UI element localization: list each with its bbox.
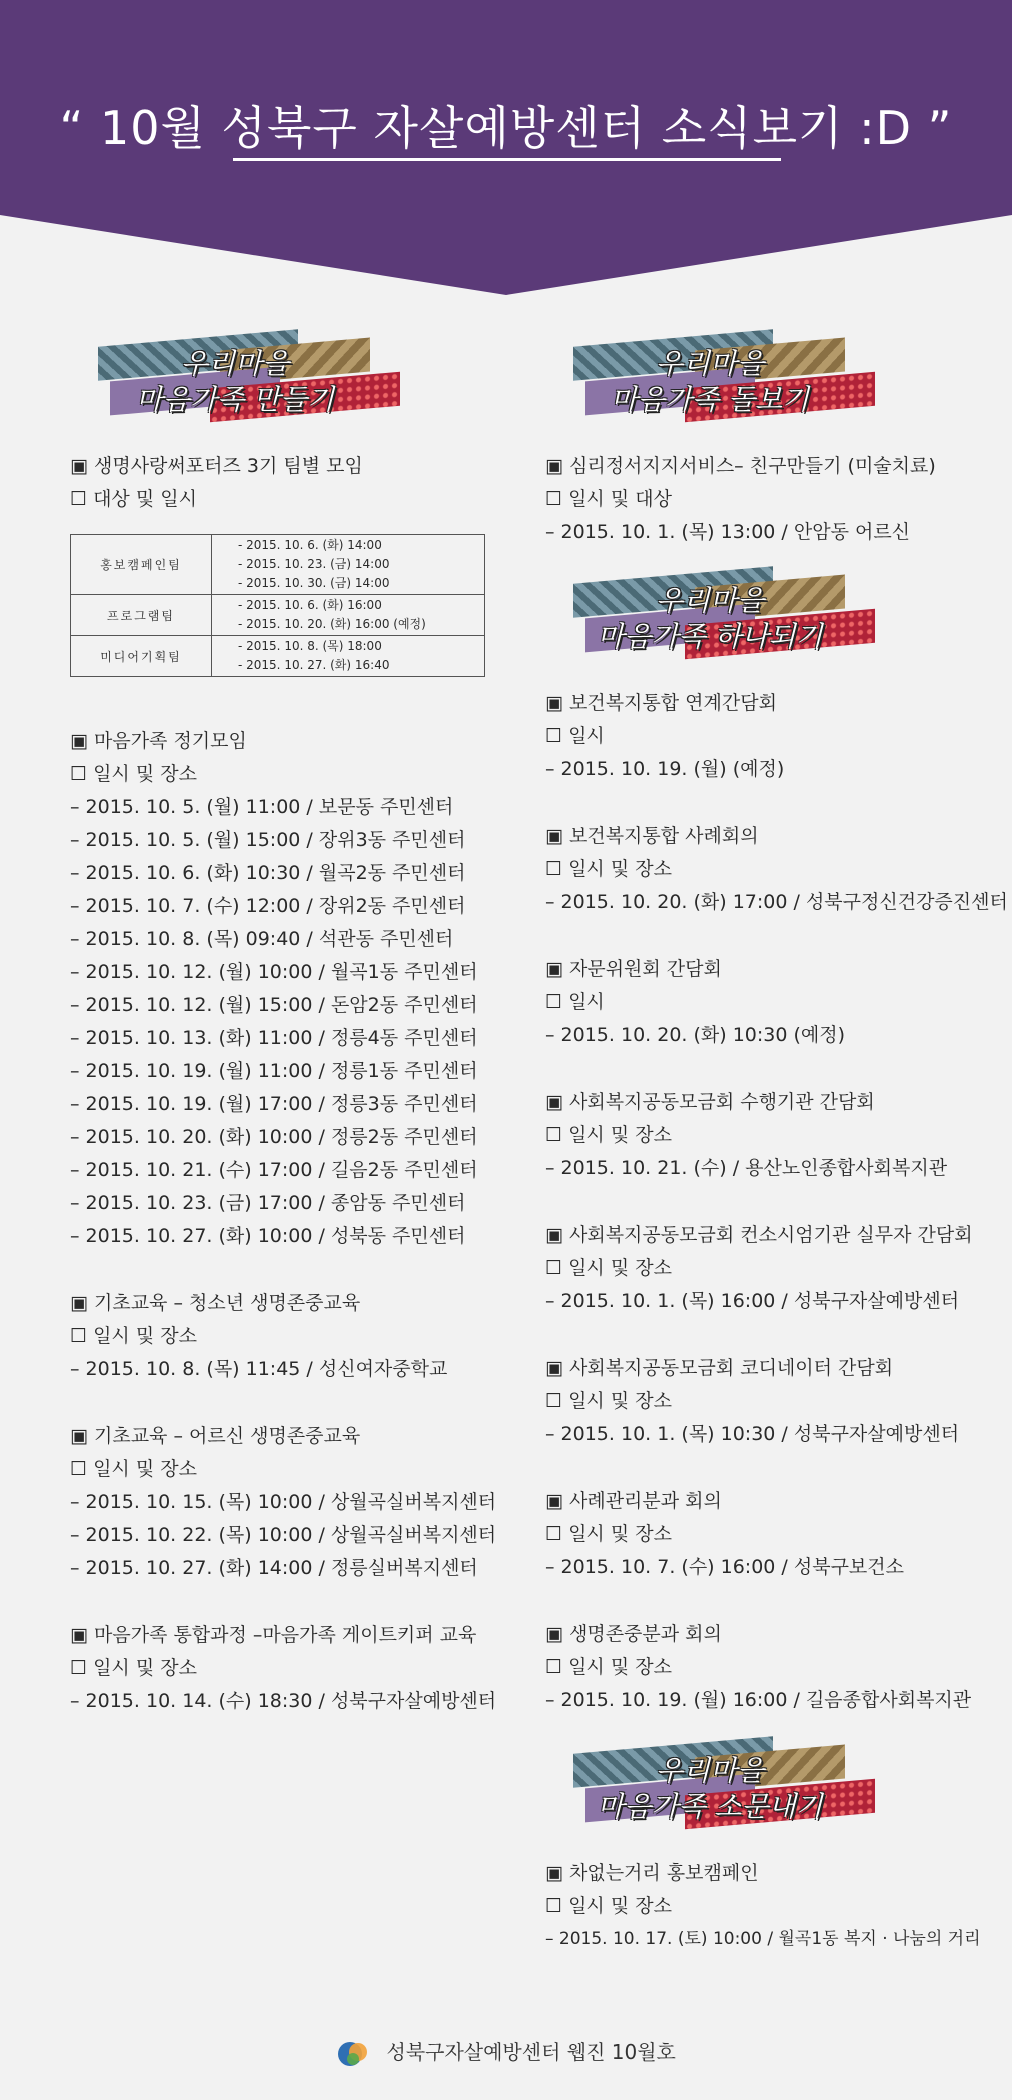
team-date: - 2015. 10. 8. (목) 18:00 — [238, 639, 382, 653]
team-date: - 2015. 10. 6. (화) 14:00 — [238, 538, 382, 552]
list-item: – 2015. 10. 5. (월) 15:00 / 장위3동 주민센터 — [70, 824, 540, 857]
section-heading: ▣ 기초교육 – 어르신 생명존중교육 — [70, 1420, 540, 1453]
banner-unite-line2: 마음가족 하나되기 — [597, 620, 823, 653]
center-logo-icon — [336, 2037, 370, 2071]
section-chest-consortium — [545, 1219, 1012, 1318]
section-heading: ▣ 사회복지공동모금회 컨소시엄기관 실무자 간담회 — [545, 1219, 1012, 1252]
team-date: - 2015. 10. 20. (화) 16:00 (예정) — [238, 617, 426, 631]
banner-make — [70, 320, 400, 435]
footer-text: 성북구자살예방센터 웹진 10월호 — [386, 2040, 676, 2064]
list-item: – 2015. 10. 1. (목) 13:00 / 안암동 어르신 — [545, 516, 1012, 549]
banner-spread-line2: 마음가족 소문내기 — [597, 1790, 823, 1823]
section-heading: ▣ 보건복지통합 연계간담회 — [545, 687, 1012, 720]
section-art-therapy — [545, 450, 1012, 549]
section-supporters — [70, 450, 540, 677]
banner-spread — [545, 1727, 875, 1842]
section-heading: ▣ 기초교육 – 청소년 생명존중교육 — [70, 1287, 540, 1320]
section-heading: ▣ 사회복지공동모금회 코디네이터 간담회 — [545, 1352, 1012, 1385]
banner-unite — [545, 557, 875, 672]
section-gatekeeper — [70, 1619, 540, 1718]
section-life-committee — [545, 1618, 1012, 1717]
list-item: – 2015. 10. 1. (목) 10:30 / 성북구자살예방센터 — [545, 1418, 1012, 1451]
list-item: – 2015. 10. 15. (목) 10:00 / 상월곡실버복지센터 — [70, 1486, 540, 1519]
section-heading: ▣ 사례관리분과 회의 — [545, 1485, 1012, 1518]
list-item: – 2015. 10. 27. (화) 14:00 / 정릉실버복지센터 — [70, 1552, 540, 1585]
list-item: – 2015. 10. 5. (월) 11:00 / 보문동 주민센터 — [70, 791, 540, 824]
team-name: 홍보캠페인팀 — [71, 535, 212, 595]
list-item: – 2015. 10. 14. (수) 18:30 / 성북구자살예방센터 — [70, 1685, 540, 1718]
table-row — [71, 535, 485, 595]
section-heading: ▣ 자문위원회 간담회 — [545, 953, 1012, 986]
team-date: - 2015. 10. 30. (금) 14:00 — [238, 576, 390, 590]
section-heading: ▣ 생명사랑써포터즈 3기 팀별 모임 — [70, 450, 540, 483]
banner-care — [545, 320, 875, 435]
section-subheading: ☐ 일시 및 장소 — [70, 1652, 540, 1685]
section-subheading: ☐ 일시 및 대상 — [545, 483, 1012, 516]
list-item: – 2015. 10. 7. (수) 16:00 / 성북구보건소 — [545, 1551, 1012, 1584]
list-item: – 2015. 10. 12. (월) 15:00 / 돈암2동 주민센터 — [70, 989, 540, 1022]
list-item: – 2015. 10. 20. (화) 10:00 / 정릉2동 주민센터 — [70, 1121, 540, 1154]
section-heading: ▣ 마음가족 정기모임 — [70, 725, 540, 758]
section-regular-meeting — [70, 725, 540, 1253]
section-subheading: ☐ 일시 및 장소 — [545, 1890, 1012, 1923]
table-row — [71, 636, 485, 677]
list-item: – 2015. 10. 12. (월) 10:00 / 월곡1동 주민센터 — [70, 956, 540, 989]
list-item: – 2015. 10. 19. (월) 11:00 / 정릉1동 주민센터 — [70, 1055, 540, 1088]
left-column — [70, 320, 540, 1752]
team-schedule-table — [70, 534, 485, 677]
banner-unite-line1: 우리마을 — [655, 584, 765, 617]
banner-make-line2: 마음가족 만들기 — [135, 383, 335, 416]
team-date: - 2015. 10. 6. (화) 16:00 — [238, 598, 382, 612]
section-subheading: ☐ 일시 및 장소 — [70, 758, 540, 791]
section-heading: ▣ 사회복지공동모금회 수행기관 간담회 — [545, 1086, 1012, 1119]
list-item: – 2015. 10. 17. (토) 10:00 / 월곡1동 복지 · 나눔의 거리 — [545, 1923, 1012, 1956]
title-underline — [233, 158, 781, 161]
section-subheading: ☐ 일시 — [545, 720, 1012, 753]
section-subheading: ☐ 일시 및 장소 — [545, 1651, 1012, 1684]
list-item: – 2015. 10. 6. (화) 10:30 / 월곡2동 주민센터 — [70, 857, 540, 890]
footer — [0, 2036, 1012, 2071]
banner-make-line1: 우리마을 — [180, 347, 290, 380]
section-subheading: ☐ 일시 및 장소 — [70, 1320, 540, 1353]
section-chest-agency — [545, 1086, 1012, 1185]
table-row — [71, 595, 485, 636]
list-item: – 2015. 10. 19. (월) (예정) — [545, 753, 1012, 786]
section-subheading: ☐ 일시 — [545, 986, 1012, 1019]
section-subheading: ☐ 일시 및 장소 — [545, 1385, 1012, 1418]
list-item: – 2015. 10. 8. (목) 11:45 / 성신여자중학교 — [70, 1353, 540, 1386]
list-item: – 2015. 10. 20. (화) 17:00 / 성북구정신건강증진센터 — [545, 886, 1012, 919]
banner-spread-line1: 우리마을 — [655, 1754, 765, 1787]
banner-care-line2: 마음가족 돌보기 — [610, 383, 810, 416]
section-youth-education — [70, 1287, 540, 1386]
section-heading: ▣ 마음가족 통합과정 –마음가족 게이트키퍼 교육 — [70, 1619, 540, 1652]
section-subheading: ☐ 일시 및 장소 — [70, 1453, 540, 1486]
right-column — [545, 320, 1012, 1990]
team-date: - 2015. 10. 27. (화) 16:40 — [238, 658, 390, 672]
list-item: – 2015. 10. 22. (목) 10:00 / 상월곡실버복지센터 — [70, 1519, 540, 1552]
list-item: – 2015. 10. 23. (금) 17:00 / 종암동 주민센터 — [70, 1187, 540, 1220]
section-heading: ▣ 심리정서지지서비스– 친구만들기 (미술치료) — [545, 450, 1012, 483]
section-advisory — [545, 953, 1012, 1052]
banner-care-line1: 우리마을 — [655, 347, 765, 380]
list-item: – 2015. 10. 13. (화) 11:00 / 정릉4동 주민센터 — [70, 1022, 540, 1055]
page-title: “ 10월 성북구 자살예방센터 소식보기 :D ” — [59, 101, 953, 155]
team-date: - 2015. 10. 23. (금) 14:00 — [238, 557, 390, 571]
section-case-meeting — [545, 820, 1012, 919]
team-name: 미디어기획팀 — [71, 636, 212, 677]
section-integration-meeting — [545, 687, 1012, 786]
section-subheading: ☐ 일시 및 장소 — [545, 1518, 1012, 1551]
list-item: – 2015. 10. 19. (월) 17:00 / 정릉3동 주민센터 — [70, 1088, 540, 1121]
section-senior-education — [70, 1420, 540, 1585]
section-heading: ▣ 생명존중분과 회의 — [545, 1618, 1012, 1651]
section-chest-coordinator — [545, 1352, 1012, 1451]
list-item: – 2015. 10. 21. (수) / 용산노인종합사회복지관 — [545, 1152, 1012, 1185]
list-item: – 2015. 10. 21. (수) 17:00 / 길음2동 주민센터 — [70, 1154, 540, 1187]
list-item: – 2015. 10. 27. (화) 10:00 / 성북동 주민센터 — [70, 1220, 540, 1253]
list-item: – 2015. 10. 19. (월) 16:00 / 길음종합사회복지관 — [545, 1684, 1012, 1717]
section-case-committee — [545, 1485, 1012, 1584]
section-heading: ▣ 보건복지통합 사례회의 — [545, 820, 1012, 853]
team-name: 프로그램팀 — [71, 595, 212, 636]
list-item: – 2015. 10. 8. (목) 09:40 / 석관동 주민센터 — [70, 923, 540, 956]
section-subheading: ☐ 일시 및 장소 — [545, 853, 1012, 886]
list-item: – 2015. 10. 20. (화) 10:30 (예정) — [545, 1019, 1012, 1052]
list-item: – 2015. 10. 1. (목) 16:00 / 성북구자살예방센터 — [545, 1285, 1012, 1318]
section-subheading: ☐ 일시 및 장소 — [545, 1119, 1012, 1152]
section-heading: ▣ 차없는거리 홍보캠페인 — [545, 1857, 1012, 1890]
section-subheading: ☐ 일시 및 장소 — [545, 1252, 1012, 1285]
list-item: – 2015. 10. 7. (수) 12:00 / 장위2동 주민센터 — [70, 890, 540, 923]
section-subheading: ☐ 대상 및 일시 — [70, 483, 540, 516]
section-carfree-campaign — [545, 1857, 1012, 1956]
